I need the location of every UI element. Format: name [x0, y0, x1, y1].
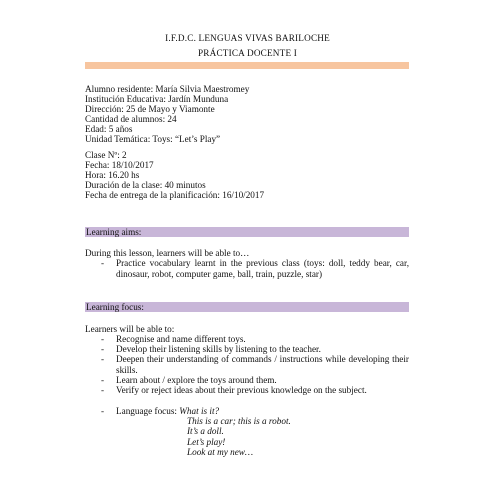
- learning-aims-item-text: Practice vocabulary learnt in the previous class (toys: doll, teddy bear, car, dinosaur, robot, computer game, ball, train, puzzle, star): [116, 258, 409, 279]
- language-focus-example: This is a car; this is a robot.: [187, 416, 291, 426]
- language-focus-example: Look at my new…: [187, 447, 254, 457]
- orange-divider: [85, 62, 409, 69]
- info-unit: Unidad Temática: Toys: “Let’s Play”: [85, 134, 221, 144]
- bullet-dash: -: [101, 344, 105, 354]
- learning-focus-title: Learning focus:: [86, 302, 144, 312]
- class-time: Hora: 16.20 hs: [85, 170, 140, 180]
- institution-title: I.F.D.C. LENGUAS VIVAS BARILOCHE: [165, 33, 330, 43]
- info-students-count: Cantidad de alumnos: 24: [85, 114, 177, 124]
- language-focus-example: What is it?: [179, 406, 220, 416]
- learning-focus-item-text: Deepen their understanding of commands / instructions while developing their skills.: [116, 354, 409, 375]
- info-student: Alumno residente: María Silvia Maestromey: [85, 84, 250, 94]
- class-number: Clase Nº: 2: [85, 150, 127, 160]
- bullet-dash: -: [101, 385, 105, 395]
- info-address: Dirección: 25 de Mayo y Viamonte: [85, 104, 215, 114]
- bullet-dash: -: [101, 354, 105, 364]
- language-focus-label: Language focus: What is it?: [116, 406, 220, 416]
- learning-aims-intro: During this lesson, learners will be able to…: [85, 248, 250, 258]
- learning-focus-intro: Learners will be able to:: [85, 324, 175, 334]
- learning-aims-title: Learning aims:: [86, 227, 142, 237]
- bullet-dash: -: [101, 334, 105, 344]
- document-subtitle: PRÁCTICA DOCENTE I: [197, 48, 298, 58]
- learning-focus-item-text: Recognise and name different toys.: [116, 334, 246, 344]
- class-date: Fecha: 18/10/2017: [85, 160, 154, 170]
- learning-focus-item-text: Develop their listening skills by listening to the teacher.: [116, 344, 321, 354]
- learning-focus-item-text: Verify or reject ideas about their previous knowledge on the subject.: [116, 385, 367, 395]
- language-focus-example: Let’s play!: [187, 437, 226, 447]
- learning-focus-item-text: Learn about / explore the toys around them.: [116, 375, 277, 385]
- language-focus-example: It’s a doll.: [187, 426, 224, 436]
- info-institution: Institución Educativa: Jardín Mundunа: [85, 94, 229, 104]
- class-duration: Duración de la clase: 40 minutos: [85, 180, 206, 190]
- bullet-dash: -: [101, 375, 105, 385]
- class-delivery-date: Fecha de entrega de la planificación: 16/10/2017: [85, 190, 265, 200]
- bullet-dash: -: [101, 258, 105, 268]
- bullet-dash: -: [101, 406, 105, 416]
- info-age: Edad: 5 años: [85, 124, 133, 134]
